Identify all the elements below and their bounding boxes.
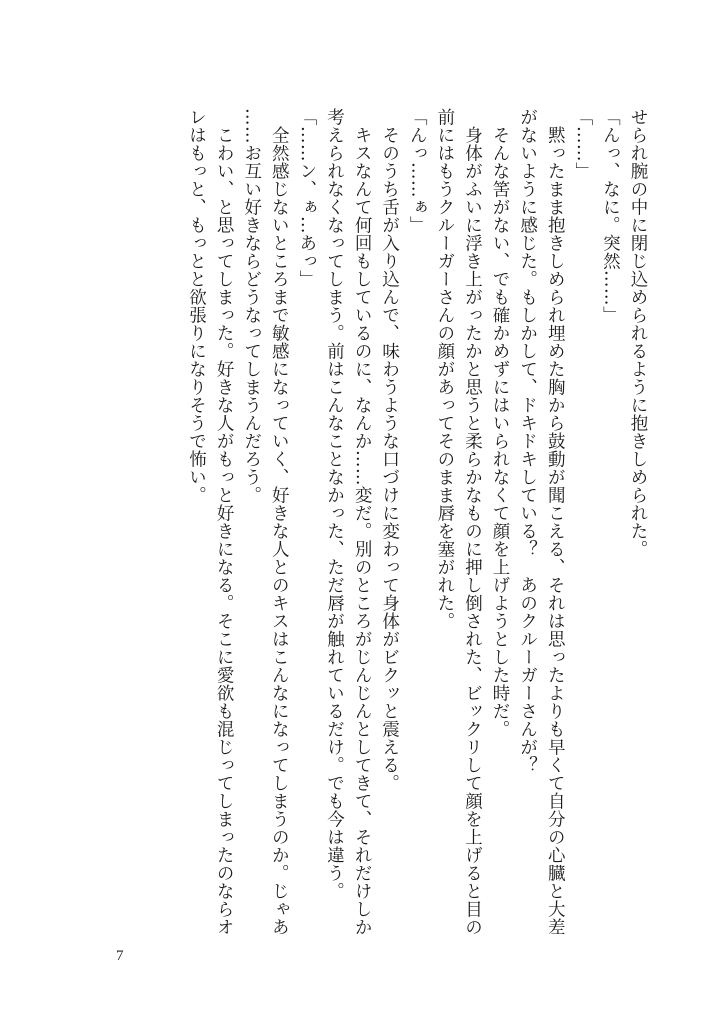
text-line: 黙ったまま抱きしめられ埋めた胸から鼓動が聞こえる、それは思ったよりも早くて自分の心臓と大差 [545, 108, 566, 936]
page-number: 7 [116, 948, 124, 964]
text-line: こわい、と思ってしまった。好きな人がもっと好きになる。そこに愛欲も混じってしまったのならオ [214, 108, 235, 936]
text-line: せられ腕の中に閉じ込められるように抱きしめられた。 [628, 108, 648, 558]
text-line: 「んっ、なに。突然……」 [600, 108, 621, 324]
text-line: ……お互い好きならどうなってしまうんだろう。 [241, 108, 262, 504]
text-line: 全然感じないところまで敏感になっていく、好きな人とのキスはこんなになってしまうのか。じゃあ [269, 108, 290, 936]
text-line: 「……ン、ぁ…あっ」 [296, 108, 317, 288]
text-line: 身体がふいに浮き上がったかと思うと柔らかなものに押し倒された、ビックリして顔を上げると目の [462, 108, 483, 936]
text-line: 前にはもうクルーガーさんの顔があってそのまま唇を塞がれた。 [434, 108, 455, 630]
text-line: 「……」 [572, 108, 593, 180]
text-line: 「んっ……ぁ」 [407, 108, 428, 234]
text-line: レはもっと、もっとと欲張りになりそうで怖い。 [186, 108, 207, 504]
text-line: そんな筈がない、でも確かめずにはいられなくて顔を上げようとした時だ。 [490, 108, 511, 738]
text-line: キスなんて何回もしているのに、なんか……変だ。別のところがじんじんとしてきて、それだけしか [352, 108, 373, 936]
text-line: 考えられなくなってしまう。前はこんなことなかった、ただ唇が触れているだけ。でも今は違う。 [324, 108, 345, 900]
text-line: がないように感じた。もしかして、ドキドキしている？ あのクルーガーさんが？ [517, 108, 538, 774]
text-line: そのうち舌が入り込んで、味わうような口づけに変わって身体がビクッと震える。 [379, 108, 400, 792]
vertical-text-body [182, 108, 651, 938]
